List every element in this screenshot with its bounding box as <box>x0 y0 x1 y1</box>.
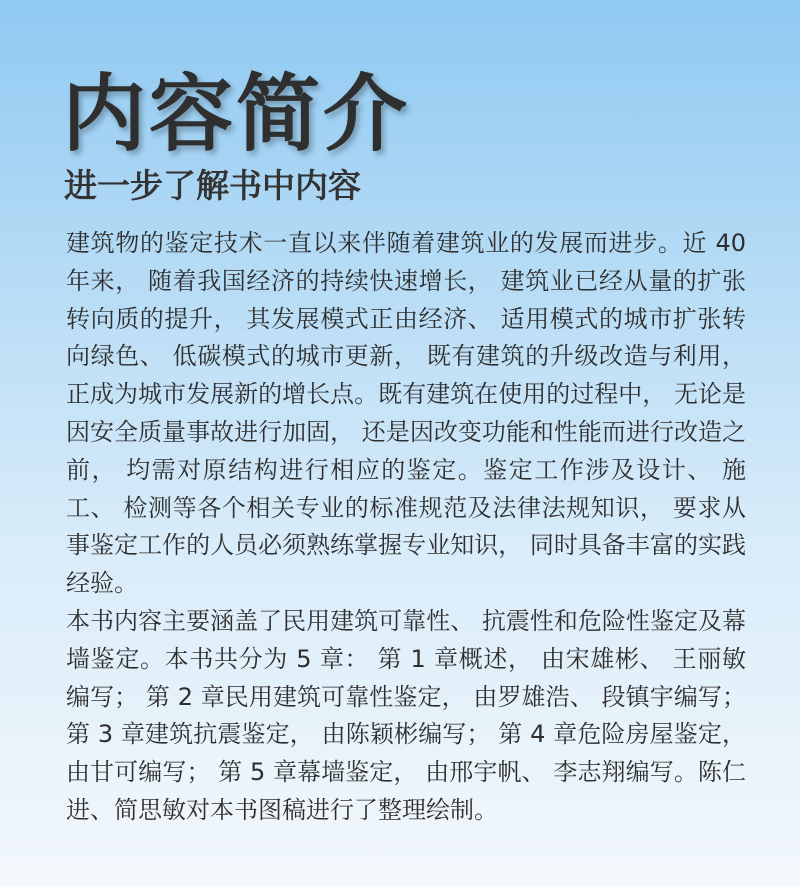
intro-paragraph-1: 建筑物的鉴定技术一直以来伴随着建筑业的发展而进步。近 40 年来， 随着我国经济的持续快速增长， 建筑业已经从量的扩张转向质的提升， 其发展模式正由经济、 适用模式的城市扩张转向绿色、 低碳模式的城市更新， 既有建筑的升级改造与利用， 正成为城市发展新的增长点。既有建筑在使用的过程中， 无论是因安全质量事故进行加固， 还是因改变功能和性能而进行改造之前， 均需对原结构进行相应的鉴定。鉴定工作涉及设计、 施工、 检测等各个相关专业的标准规范及法律法规知识， 要求从事鉴定工作的人员必须熟练掌握专业知识， 同时具备丰富的实践经验。 <box>66 229 746 598</box>
intro-body <box>66 225 746 830</box>
page-subtitle: 进一步了解书中内容 <box>64 166 361 205</box>
intro-paragraph-2: 本书内容主要涵盖了民用建筑可靠性、 抗震性和危险性鉴定及幕墙鉴定。本书共分为 5 章： 第 1 章概述， 由宋雄彬、 王丽敏编写； 第 2 章民用建筑可靠性鉴定， 由罗雄浩、 段镇宇编写； 第 3 章建筑抗震鉴定， 由陈颖彬编写； 第 4 章危险房屋鉴定， 由甘可编写； 第 5 章幕墙鉴定， 由邢宇帆、 李志翔编写。陈仁进、简思敏对本书图稿进行了整理绘制。 <box>66 606 746 824</box>
page-title: 内容简介 <box>62 65 411 163</box>
